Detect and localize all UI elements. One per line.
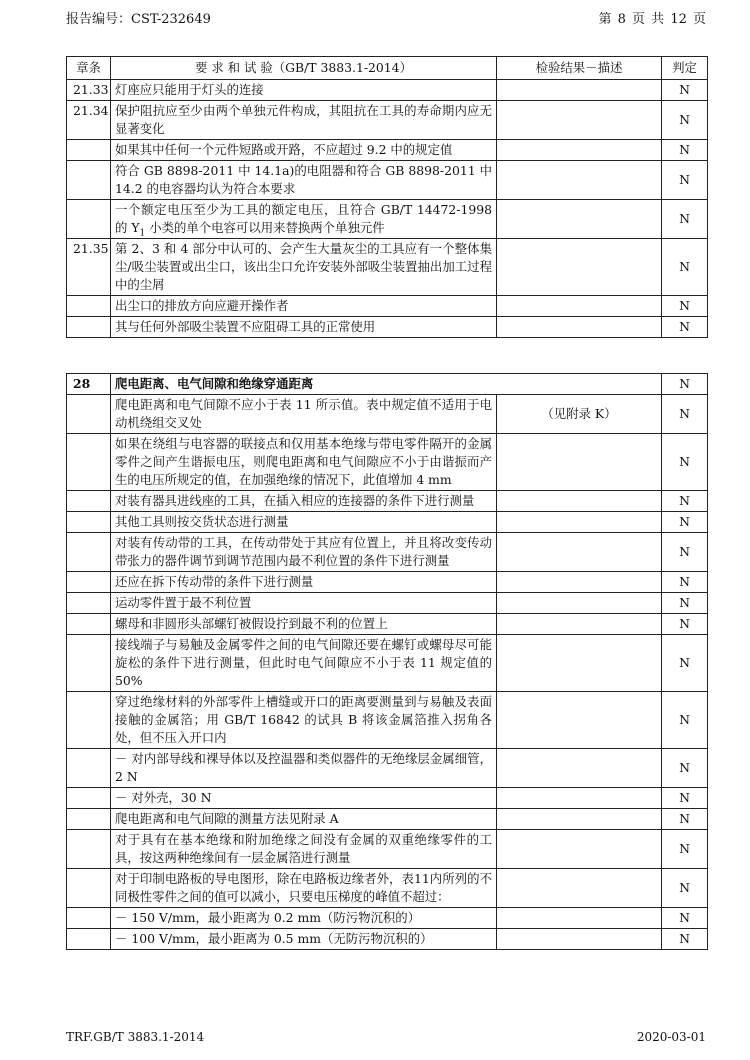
- table-row: [67, 749, 708, 788]
- clause-cell: [67, 830, 111, 869]
- result-cell: [497, 929, 662, 950]
- verdict-cell: N: [662, 929, 708, 950]
- table-row: [67, 614, 708, 635]
- result-cell: [497, 533, 662, 572]
- requirements-table-1: [66, 56, 708, 338]
- result-cell: [497, 512, 662, 533]
- result-cell: [497, 101, 662, 140]
- verdict-cell: N: [662, 830, 708, 869]
- table-row: [67, 809, 708, 830]
- requirement-cell: 对于具有在基本绝缘和附加绝缘之间没有金属的双重绝缘零件的工具，按这两种绝缘间有一层金属箔进行测量: [111, 830, 497, 869]
- clause-cell: 21.35: [67, 239, 111, 296]
- table-row: [67, 161, 708, 200]
- requirement-cell: 其他工具则按交货状态进行测量: [111, 512, 497, 533]
- verdict-cell: N: [662, 809, 708, 830]
- result-cell: [497, 200, 662, 239]
- clause-cell: [67, 161, 111, 200]
- subscript: 1: [139, 228, 146, 239]
- verdict-cell: N: [662, 533, 708, 572]
- report-number: 报告编号：CST-232649: [66, 12, 211, 27]
- section-header-row: [67, 374, 708, 395]
- result-cell: [497, 161, 662, 200]
- table-row: [67, 296, 708, 317]
- header-clause: 章条: [67, 57, 111, 80]
- requirement-cell: 符合 GB 8898-2011 中 14.1a)的电阻器和符合 GB 8898-2011 中 14.2 的电容器均认为符合本要求: [111, 161, 497, 200]
- requirement-cell: 第 2、3 和 4 部分中认可的、会产生大量灰尘的工具应有一个整体集尘/吸尘装置或出尘口，该出尘口允许安装外部吸尘装置抽出加工过程中的尘屑: [111, 239, 497, 296]
- clause-cell: [67, 491, 111, 512]
- clause-cell: [67, 614, 111, 635]
- requirement-cell: 穿过绝缘材料的外部零件上槽缝或开口的距离要测量到与易触及表面接触的金属箔；用 GB/T 16842 的试具 B 将该金属箔推入拐角各处，但不压入开口内: [111, 692, 497, 749]
- verdict-cell: N: [662, 317, 708, 338]
- verdict-cell: N: [662, 614, 708, 635]
- table-row: [67, 788, 708, 809]
- table-row: [67, 200, 708, 239]
- requirement-text: 小类的单个电容可以用来替换两个单独元件: [145, 220, 385, 235]
- requirement-cell: 对装有器具进线座的工具，在插入相应的连接器的条件下进行测量: [111, 491, 497, 512]
- clause-cell: [67, 809, 111, 830]
- verdict-cell: N: [662, 374, 708, 395]
- header-requirement: 要 求 和 试 验（GB/T 3883.1-2014）: [111, 57, 497, 80]
- table-row: [67, 572, 708, 593]
- result-cell: [497, 140, 662, 161]
- clause-cell: [67, 512, 111, 533]
- table-row: [67, 512, 708, 533]
- result-cell: [497, 749, 662, 788]
- table-row: [67, 491, 708, 512]
- requirement-cell: － 100 V/mm，最小距离为 0.5 mm（无防污物沉积的）: [111, 929, 497, 950]
- requirement-cell: 保护阻抗应至少由两个单独元件构成，其阻抗在工具的寿命期内应无显著变化: [111, 101, 497, 140]
- requirement-cell: 如果其中任何一个元件短路或开路，不应超过 9.2 中的规定值: [111, 140, 497, 161]
- clause-cell: [67, 533, 111, 572]
- table-row: [67, 869, 708, 908]
- verdict-cell: N: [662, 749, 708, 788]
- revision-date: 2020-03-01: [636, 1030, 706, 1044]
- requirement-cell: 其与任何外部吸尘装置不应阻碍工具的正常使用: [111, 317, 497, 338]
- result-cell: [497, 908, 662, 929]
- requirement-cell: 爬电距离和电气间隙的测量方法见附录 A: [111, 809, 497, 830]
- requirement-text: 一个额定电压至少为工具的额定电压，且符合 GB/T 14472-1998 的 Y: [115, 202, 492, 235]
- result-cell: [497, 491, 662, 512]
- requirement-cell: 运动零件置于最不利位置: [111, 593, 497, 614]
- requirement-cell: 对于印制电路板的导电图形，除在电路板边缘者外，表11内所列的不同极性零件之间的值可以减小，只要电压梯度的峰值不超过：: [111, 869, 497, 908]
- verdict-cell: N: [662, 635, 708, 692]
- verdict-cell: N: [662, 200, 708, 239]
- table-row: [67, 593, 708, 614]
- clause-cell: [67, 317, 111, 338]
- requirements-table-28: [66, 373, 708, 950]
- requirement-cell: 接线端子与易触及金属零件之间的电气间隙还要在螺钉或螺母尽可能旋松的条件下进行测量，但此时电气间隙应不小于表 11 规定值的 50%: [111, 635, 497, 692]
- requirement-cell: 还应在拆下传动带的条件下进行测量: [111, 572, 497, 593]
- requirement-cell: [111, 200, 497, 239]
- result-cell: [497, 239, 662, 296]
- table-row: [67, 101, 708, 140]
- table-row: [67, 434, 708, 491]
- result-cell: [497, 869, 662, 908]
- clause-cell: [67, 788, 111, 809]
- requirement-cell: 如果在绕组与电容器的联接点和仅用基本绝缘与带电零件隔开的金属零件之间产生谐振电压，则爬电距离和电气间隙应不小于由谐振而产生的电压所规定的值，在加强绝缘的情况下，此值增加 4 mm: [111, 434, 497, 491]
- requirement-cell: － 对外壳，30 N: [111, 788, 497, 809]
- requirement-cell: － 150 V/mm，最小距离为 0.2 mm（防污物沉积的）: [111, 908, 497, 929]
- verdict-cell: N: [662, 239, 708, 296]
- verdict-cell: N: [662, 101, 708, 140]
- result-cell: [497, 593, 662, 614]
- clause-cell: [67, 296, 111, 317]
- clause-cell: [67, 929, 111, 950]
- result-cell: [497, 434, 662, 491]
- result-cell: [497, 317, 662, 338]
- clause-cell: [67, 635, 111, 692]
- table-row: [67, 80, 708, 101]
- table-row: [67, 239, 708, 296]
- verdict-cell: N: [662, 434, 708, 491]
- page-indicator: 第 8 页 共 12 页: [598, 12, 706, 27]
- section-clause: 28: [67, 374, 111, 395]
- verdict-cell: N: [662, 593, 708, 614]
- clause-cell: 21.33: [67, 80, 111, 101]
- requirement-cell: － 对内部导线和裸导体以及控温器和类似器件的无绝缘层金属细管，2 N: [111, 749, 497, 788]
- result-cell: [497, 614, 662, 635]
- verdict-cell: N: [662, 491, 708, 512]
- table-header-row: [67, 57, 708, 80]
- result-cell: [497, 635, 662, 692]
- table-row: [67, 830, 708, 869]
- clause-cell: [67, 749, 111, 788]
- table-row: [67, 929, 708, 950]
- table-row: [67, 635, 708, 692]
- clause-cell: [67, 869, 111, 908]
- result-cell: [497, 788, 662, 809]
- table-row: [67, 140, 708, 161]
- result-cell: [497, 809, 662, 830]
- verdict-cell: N: [662, 512, 708, 533]
- verdict-cell: N: [662, 788, 708, 809]
- verdict-cell: N: [662, 140, 708, 161]
- verdict-cell: N: [662, 692, 708, 749]
- table-row: [67, 395, 708, 434]
- verdict-cell: N: [662, 80, 708, 101]
- section-title: 爬电距离、电气间隙和绝缘穿通距离: [111, 374, 662, 395]
- clause-cell: [67, 572, 111, 593]
- clause-cell: [67, 434, 111, 491]
- verdict-cell: N: [662, 908, 708, 929]
- clause-cell: [67, 692, 111, 749]
- header-verdict: 判定: [662, 57, 708, 80]
- table-row: [67, 908, 708, 929]
- requirement-cell: 灯座应只能用于灯头的连接: [111, 80, 497, 101]
- header-result: 检验结果－描述: [497, 57, 662, 80]
- clause-cell: 21.34: [67, 101, 111, 140]
- result-cell: （见附录 K）: [497, 395, 662, 434]
- verdict-cell: N: [662, 161, 708, 200]
- requirement-cell: 螺母和非圆形头部螺钉被假设拧到最不利的位置上: [111, 614, 497, 635]
- verdict-cell: N: [662, 395, 708, 434]
- requirement-cell: 对装有传动带的工具，在传动带处于其应有位置上，并且将改变传动带张力的器件调节到调节范围内最不利位置的条件下进行测量: [111, 533, 497, 572]
- table-row: [67, 317, 708, 338]
- clause-cell: [67, 140, 111, 161]
- table-row: [67, 692, 708, 749]
- result-cell: [497, 830, 662, 869]
- result-cell: [497, 296, 662, 317]
- form-identifier: TRF.GB/T 3883.1-2014: [66, 1030, 205, 1044]
- requirement-cell: 出尘口的排放方向应避开操作者: [111, 296, 497, 317]
- clause-cell: [67, 908, 111, 929]
- verdict-cell: N: [662, 869, 708, 908]
- clause-cell: [67, 200, 111, 239]
- requirement-cell: 爬电距离和电气间隙不应小于表 11 所示值。表中规定值不适用于电动机绕组交叉处: [111, 395, 497, 434]
- clause-cell: [67, 395, 111, 434]
- table-row: [67, 533, 708, 572]
- clause-cell: [67, 593, 111, 614]
- verdict-cell: N: [662, 572, 708, 593]
- verdict-cell: N: [662, 296, 708, 317]
- result-cell: [497, 572, 662, 593]
- result-cell: [497, 692, 662, 749]
- result-cell: [497, 80, 662, 101]
